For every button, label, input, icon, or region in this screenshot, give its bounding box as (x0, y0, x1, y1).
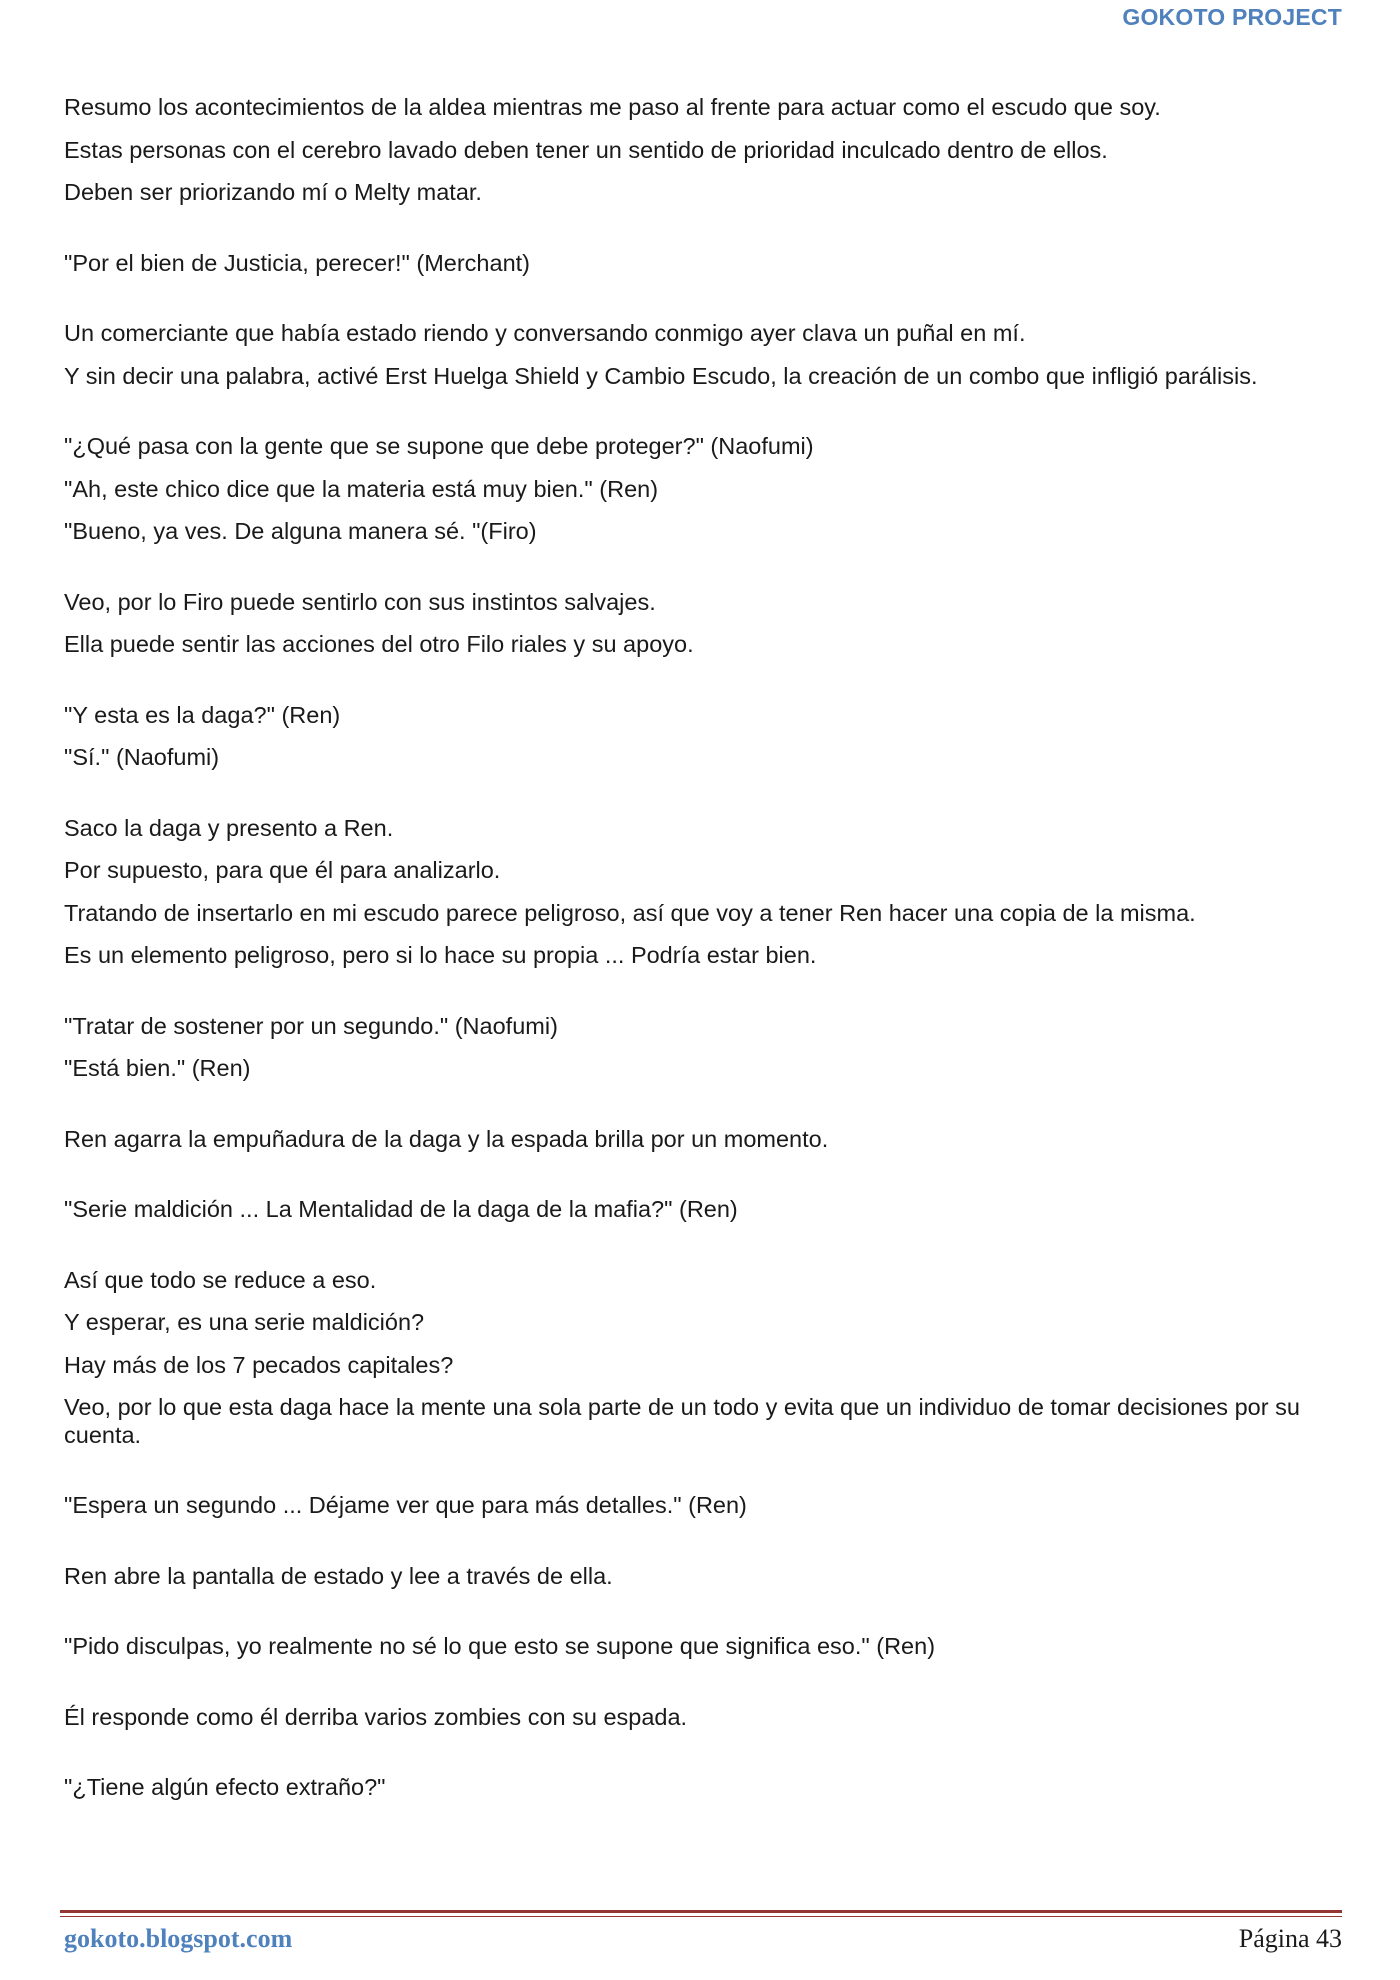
text-line: "¿Qué pasa con la gente que se supone que debe proteger?" (Naofumi) (64, 433, 814, 459)
text-line: Y esperar, es una serie maldición? (64, 1309, 425, 1335)
page-number: Página 43 (1238, 1924, 1342, 1953)
text-line: Tratando de insertarlo en mi escudo parece peligroso, así que voy a tener Ren hacer una copia de la misma. (64, 899, 1196, 926)
text-line: "Serie maldición ... La Mentalidad de la daga de la mafia?" (Ren) (64, 1196, 738, 1222)
text-line: Hay más de los 7 pecados capitales? (64, 1351, 454, 1378)
text-line: "Por el bien de Justicia, perecer!" (Merchant) (64, 249, 530, 276)
text-line: "Pido disculpas, yo realmente no sé lo que esto se supone que significa eso." (Ren) (64, 1633, 936, 1659)
text-line: Resumo los acontecimientos de la aldea mientras me paso al frente para actuar como el escudo que soy. (64, 94, 1161, 120)
text-line: Y sin decir una palabra, activé Erst Huelga Shield y Cambio Escudo, la creación de un combo que infligió parálisis. (64, 362, 1258, 389)
text-line: Veo, por lo que esta daga hace la mente una sola parte de un todo y evita que un individuo de tomar decisiones por su cuenta. (64, 1394, 1300, 1448)
paragraph (64, 1188, 1354, 1231)
footer-rule-thin (60, 1916, 1342, 1917)
paragraph (64, 1625, 1354, 1668)
footer-blog-link[interactable]: gokoto.blogspot.com (64, 1924, 293, 1953)
text-line: Ren abre la pantalla de estado y lee a través de ella. (64, 1562, 613, 1589)
text-line: Ren agarra la empuñadura de la daga y la espada brilla por un momento. (64, 1125, 829, 1152)
text-line: "Y esta es la daga?" (Ren) (64, 701, 341, 728)
text-line: Así que todo se reduce a eso. (64, 1266, 377, 1293)
paragraph (64, 312, 1354, 397)
paragraph (64, 1259, 1354, 1457)
paragraph (64, 581, 1354, 666)
text-line: Es un elemento peligroso, pero si lo hace su propia ... Podría estar bien. (64, 942, 817, 968)
paragraph (64, 694, 1354, 779)
text-line: Él responde como él derriba varios zombies con su espada. (64, 1703, 688, 1730)
text-line: "¿Tiene algún efecto extraño?" (64, 1774, 386, 1800)
document-body (64, 86, 1354, 1837)
text-line: "Ah, este chico dice que la materia está muy bien." (Ren) (64, 475, 659, 502)
footer-rule (60, 1910, 1342, 1913)
text-line: "Tratar de sostener por un segundo." (Naofumi) (64, 1012, 558, 1039)
text-line: "Bueno, ya ves. De alguna manera sé. "(Firo) (64, 518, 537, 544)
paragraph (64, 1555, 1354, 1598)
paragraph (64, 1696, 1354, 1739)
paragraph (64, 1118, 1354, 1161)
paragraph (64, 242, 1354, 285)
paragraph (64, 1005, 1354, 1090)
header-brand: GOKOTO PROJECT (1122, 4, 1342, 30)
text-line: Ella puede sentir las acciones del otro Filo riales y su apoyo. (64, 631, 694, 657)
text-line: "Sí." (Naofumi) (64, 744, 220, 770)
paragraph (64, 807, 1354, 977)
text-line: Veo, por lo Firo puede sentirlo con sus instintos salvajes. (64, 588, 656, 615)
text-line: Un comerciante que había estado riendo y conversando conmigo ayer clava un puñal en mí. (64, 320, 1026, 346)
text-line: Saco la daga y presento a Ren. (64, 814, 394, 841)
paragraph (64, 1484, 1354, 1527)
paragraph (64, 86, 1354, 214)
paragraph (64, 425, 1354, 553)
text-line: Por supuesto, para que él para analizarlo. (64, 857, 501, 883)
paragraph (64, 1766, 1354, 1809)
text-line: Deben ser priorizando mí o Melty matar. (64, 179, 482, 205)
text-line: "Está bien." (Ren) (64, 1055, 251, 1081)
text-line: "Espera un segundo ... Déjame ver que para más detalles." (Ren) (64, 1492, 747, 1518)
text-line: Estas personas con el cerebro lavado deben tener un sentido de prioridad inculcado dentro de ellos. (64, 136, 1108, 163)
